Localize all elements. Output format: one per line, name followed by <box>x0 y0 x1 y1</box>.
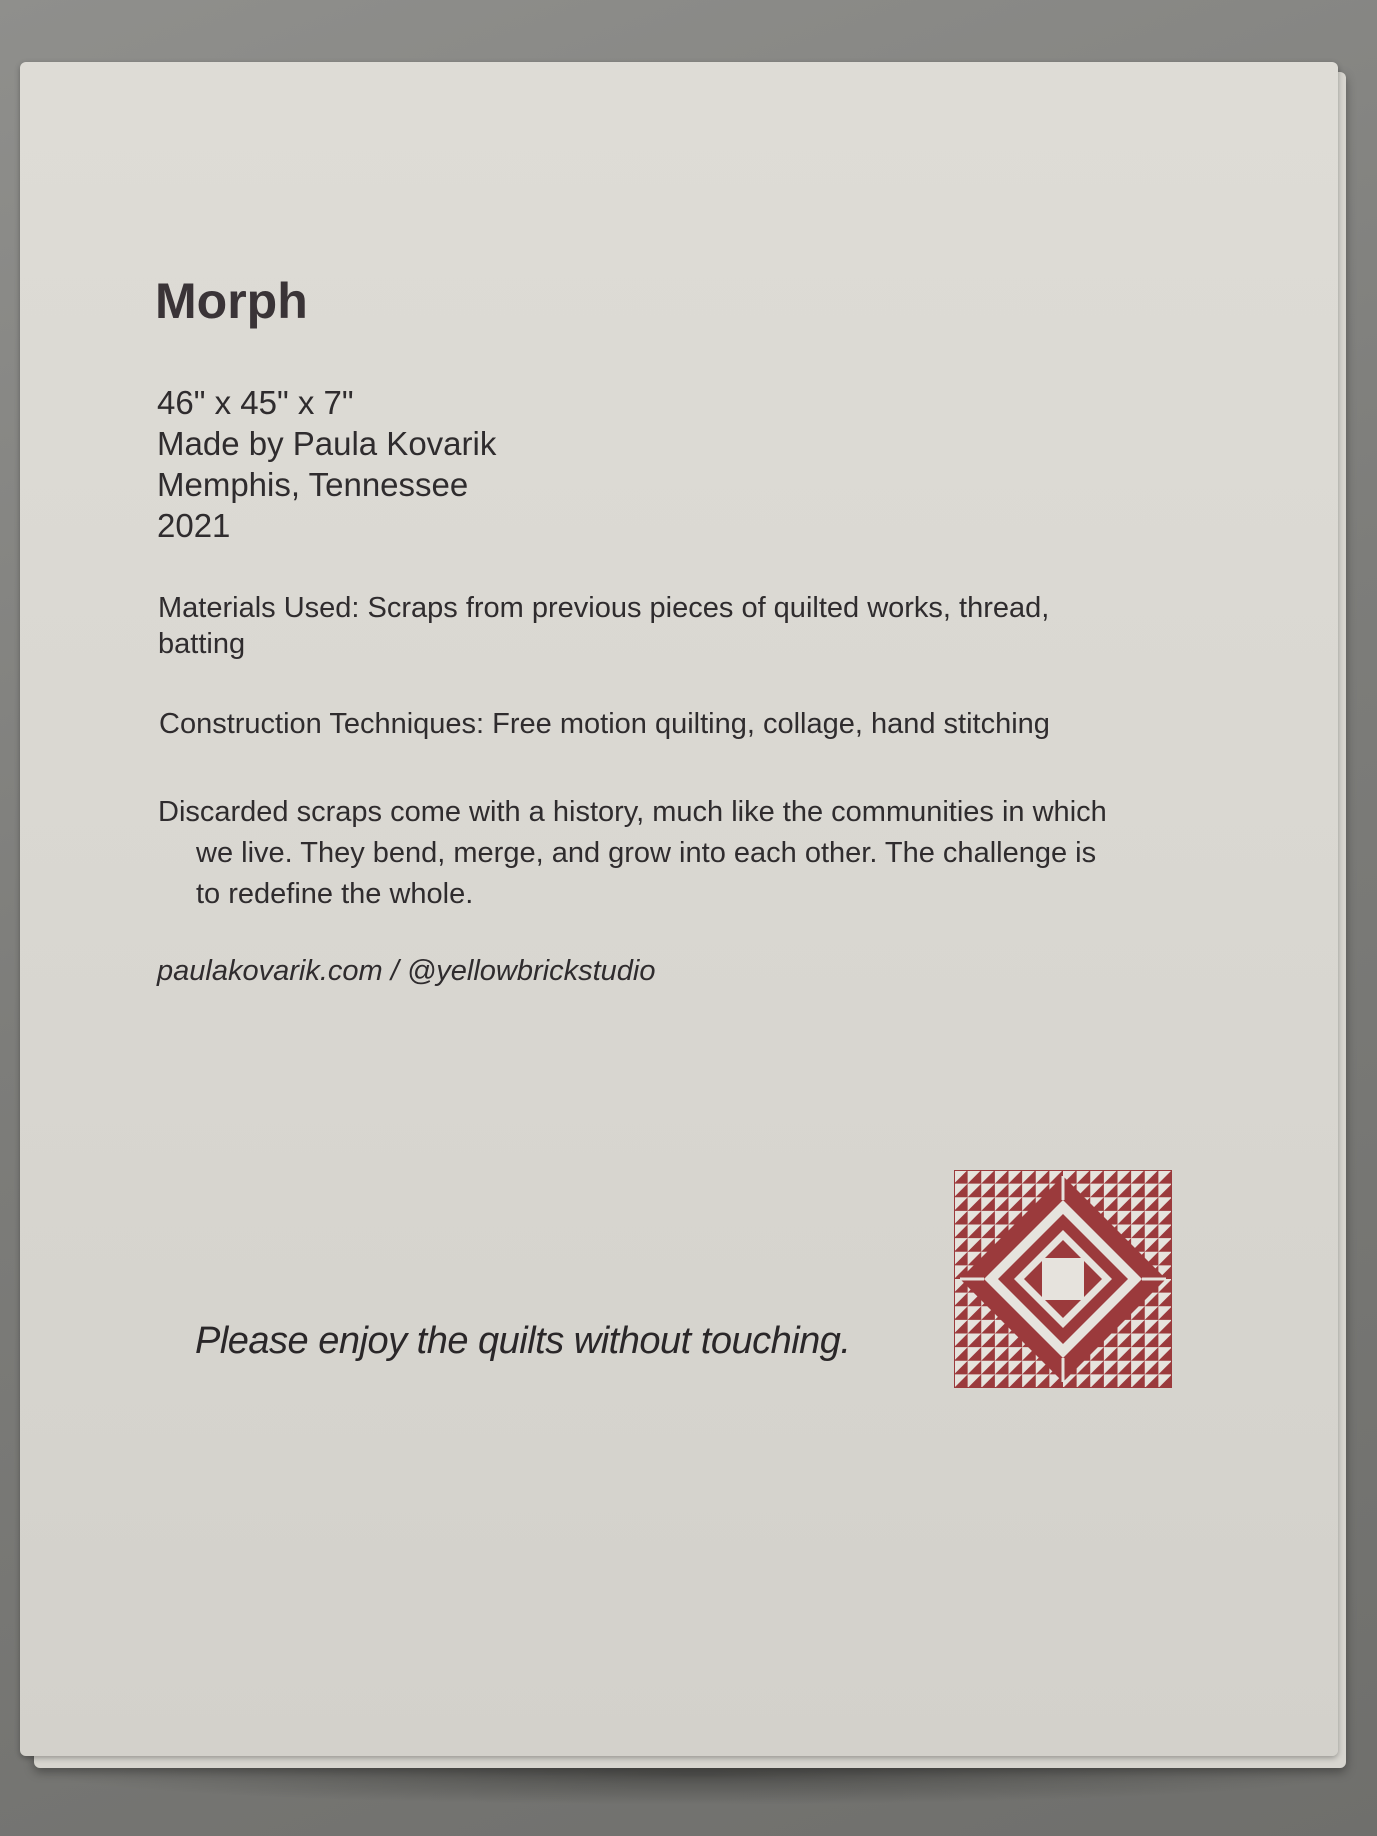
artwork-year: 2021 <box>157 507 231 544</box>
techniques-text: Construction Techniques: Free motion quilting, collage, hand stitching <box>159 708 1050 740</box>
statement-line: we live. They bend, merge, and grow into each other. The challenge is <box>196 837 1097 869</box>
artist-links: paulakovarik.com / @yellowbrickstudio <box>157 955 656 987</box>
statement-line: to redefine the whole. <box>196 878 474 910</box>
materials-text: Materials Used: Scraps from previous pieces of quilted works, thread, batting <box>158 592 1050 660</box>
artist-statement <box>158 792 1168 915</box>
logo-center-square <box>1042 1258 1084 1300</box>
quilt-block-icon <box>954 1170 1172 1388</box>
do-not-touch-notice: Please enjoy the quilts without touching. <box>195 1320 851 1362</box>
artwork-title: Morph <box>155 273 308 329</box>
dimensions: 46" x 45" x 7" <box>157 384 354 421</box>
artwork-details <box>157 382 496 546</box>
artist-location: Memphis, Tennessee <box>157 466 469 503</box>
artist-credit: Made by Paula Kovarik <box>157 425 497 462</box>
statement-line: Discarded scraps come with a history, much like the communities in which <box>158 796 1107 828</box>
